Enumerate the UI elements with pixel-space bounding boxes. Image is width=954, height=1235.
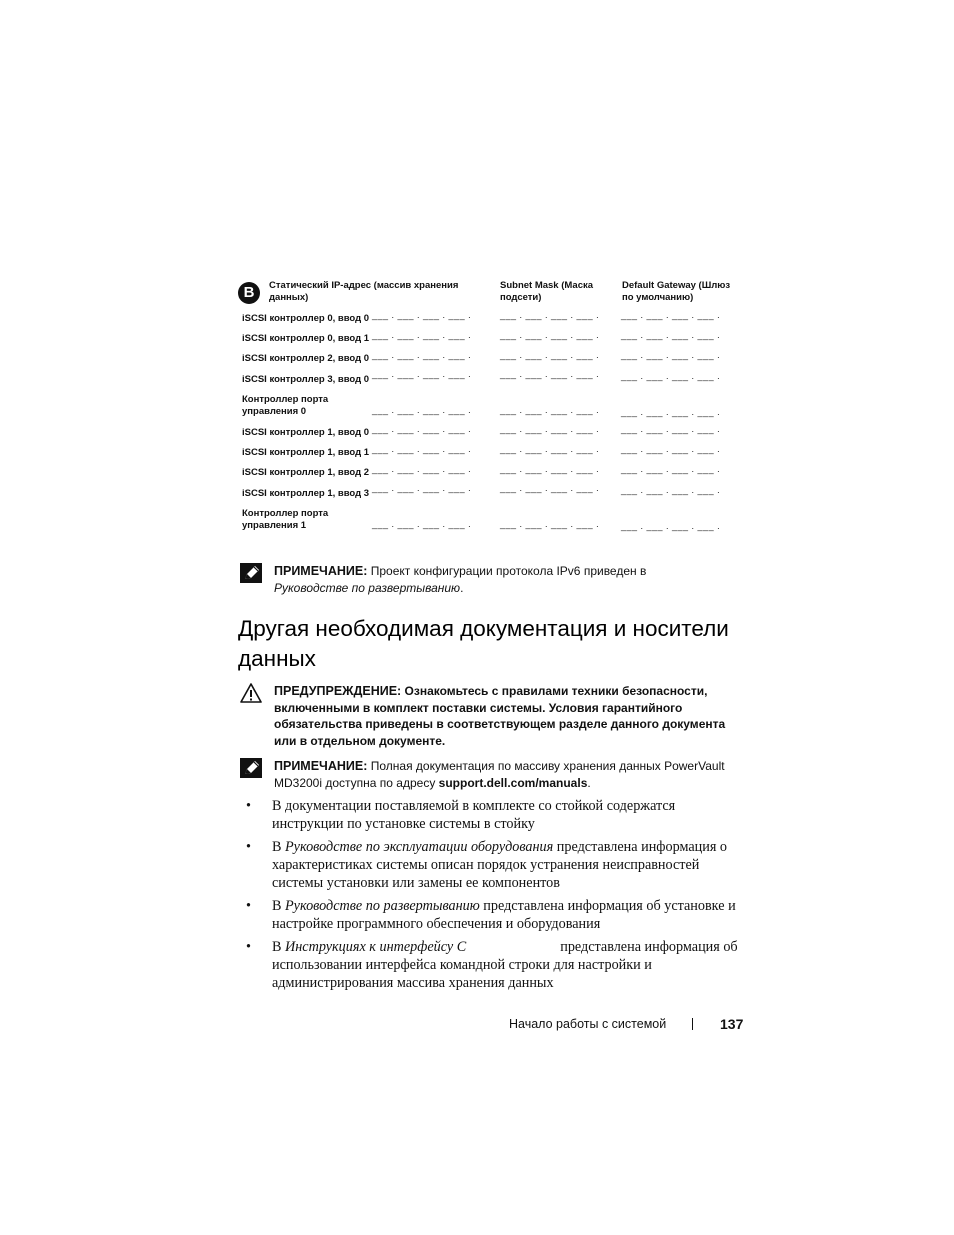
note-body: Проект конфигурации протокола IPv6 приведен в (367, 564, 647, 578)
row-label: iSCSI контроллер 3, ввод 0 (242, 374, 370, 385)
gateway-blank: ___ . ___ . ___ . ___ . (621, 371, 721, 381)
row-label: iSCSI контроллер 0, ввод 0 (242, 313, 370, 324)
mask-blank: ___ . ___ . ___ . ___ . (500, 519, 600, 529)
ip-blank: ___ . ___ . ___ . ___ . (372, 519, 472, 529)
gateway-blank: ___ . ___ . ___ . ___ . (621, 424, 721, 434)
header-static-ip: Статический IP-адрес (массив хранения данных) (269, 280, 459, 303)
row-label: Контроллер порта управления 0 (242, 394, 329, 417)
header-subnet-mask: Subnet Mask (Маска подсети) (500, 280, 594, 303)
row-label: iSCSI контроллер 1, ввод 1 (242, 447, 370, 458)
note-text (274, 758, 740, 791)
row-label: iSCSI контроллер 1, ввод 2 (242, 467, 370, 478)
mask-blank: ___ . ___ . ___ . ___ . (500, 330, 600, 340)
gateway-blank: ___ . ___ . ___ . ___ . (621, 407, 721, 417)
footer-separator (692, 1018, 693, 1030)
page-number: 137 (720, 1016, 744, 1032)
note-pencil-icon (240, 563, 262, 583)
mask-blank: ___ . ___ . ___ . ___ . (500, 350, 600, 360)
section-heading: Другая необходимая документация и носители данных (238, 616, 729, 671)
bullet-dot: • (246, 839, 251, 855)
section-badge: B (238, 282, 260, 304)
warning-lead: ПРЕДУПРЕЖДЕНИЕ: (274, 684, 402, 698)
list-item-text: представлена информация об использовании интерфейса командной строки для настройки и администрирования массива хранения данных (272, 939, 738, 991)
note-end: . (460, 580, 464, 595)
list-item-text: представлена информация о характеристиках системы описан порядок устранения неисправностей системы установки или замены ее компонентов (272, 839, 727, 891)
ip-blank: ___ . ___ . ___ . ___ . (372, 464, 472, 474)
list-item-italic: Инструкциях к интерфейсу C (285, 939, 467, 955)
list-item-text: представлена информация об установке и настройке программного обеспечения и оборудования (272, 898, 736, 932)
gateway-blank: ___ . ___ . ___ . ___ . (621, 521, 721, 531)
ip-blank: ___ . ___ . ___ . ___ . (372, 444, 472, 454)
list-item-text: В документации поставляемой в комплекте со стойкой содержатся инструкции по установке системы в стойку (272, 798, 676, 832)
mask-blank: ___ . ___ . ___ . ___ . (500, 405, 600, 415)
ip-blank: ___ . ___ . ___ . ___ . (372, 405, 472, 415)
mask-blank: ___ . ___ . ___ . ___ . (500, 464, 600, 474)
list-item-italic: Руководстве по эксплуатации оборудования (285, 839, 554, 855)
documentation-list (246, 797, 746, 997)
gateway-blank: ___ . ___ . ___ . ___ . (621, 464, 721, 474)
bullet-dot: • (246, 939, 251, 955)
list-item (246, 938, 746, 992)
warning-body: Ознакомьтесь с правилами техники безопасности, включенными в комплект поставки системы. Условия гарантийного обязательства приведены в соответствующем разделе данного документа или в отдельном документе. (274, 684, 726, 748)
gateway-blank: ___ . ___ . ___ . ___ . (621, 350, 721, 360)
note-lead: ПРИМЕЧАНИЕ: (274, 564, 368, 578)
row-label: Контроллер порта управления 1 (242, 508, 329, 531)
gateway-blank: ___ . ___ . ___ . ___ . (621, 330, 721, 340)
row-label: iSCSI контроллер 1, ввод 3 (242, 488, 370, 499)
list-item-text: В (272, 839, 286, 855)
warning-triangle-icon (240, 683, 262, 703)
ip-blank: ___ . ___ . ___ . ___ . (372, 350, 472, 360)
ip-blank: ___ . ___ . ___ . ___ . (372, 424, 472, 434)
mask-blank: ___ . ___ . ___ . ___ . (500, 310, 600, 320)
row-label: iSCSI контроллер 0, ввод 1 (242, 333, 370, 344)
bullet-dot: • (246, 798, 251, 814)
mask-blank: ___ . ___ . ___ . ___ . (500, 424, 600, 434)
gateway-blank: ___ . ___ . ___ . ___ . (621, 310, 721, 320)
support-link[interactable]: support.dell.com/manuals (438, 775, 588, 790)
mask-blank: ___ . ___ . ___ . ___ . (500, 444, 600, 454)
note-italic: Руководстве по развертыванию (274, 580, 461, 595)
header-default-gateway: Default Gateway (Шлюз по умолчанию) (622, 280, 731, 303)
note-lead: ПРИМЕЧАНИЕ: (274, 759, 368, 773)
footer-title: Начало работы с системой (509, 1017, 667, 1031)
list-item (246, 838, 746, 892)
gateway-blank: ___ . ___ . ___ . ___ . (621, 485, 721, 495)
note-end: . (587, 775, 591, 790)
mask-blank: ___ . ___ . ___ . ___ . (500, 369, 600, 379)
ip-blank: ___ . ___ . ___ . ___ . (372, 310, 472, 320)
list-item-italic: Руководстве по развертыванию (285, 898, 480, 914)
row-label: iSCSI контроллер 2, ввод 0 (242, 353, 370, 364)
ip-blank: ___ . ___ . ___ . ___ . (372, 369, 472, 379)
list-item (246, 797, 746, 833)
note-pencil-icon (240, 758, 262, 778)
gateway-blank: ___ . ___ . ___ . ___ . (621, 444, 721, 454)
row-label: iSCSI контроллер 1, ввод 0 (242, 427, 370, 438)
list-item-text: В (272, 939, 286, 955)
bullet-dot: • (246, 898, 251, 914)
ip-blank: ___ . ___ . ___ . ___ . (372, 330, 472, 340)
note-body: Полная документация по массиву хранения данных PowerVault MD3200i доступна по адресу (274, 759, 725, 790)
mask-blank: ___ . ___ . ___ . ___ . (500, 483, 600, 493)
note-text (274, 563, 740, 596)
list-item (246, 897, 746, 933)
warning-text (274, 683, 740, 749)
ip-blank: ___ . ___ . ___ . ___ . (372, 483, 472, 493)
list-item-text: В (272, 898, 286, 914)
